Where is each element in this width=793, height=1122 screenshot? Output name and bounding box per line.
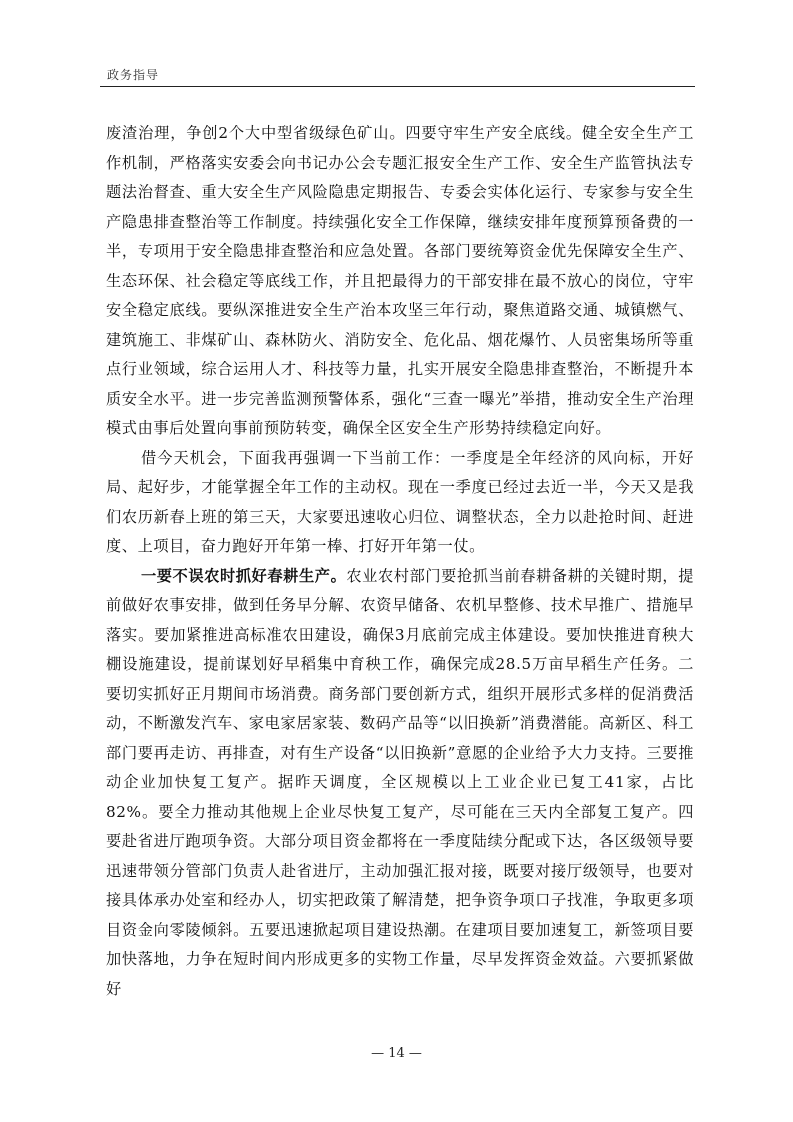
paragraph-current-work: [106, 444, 694, 562]
paragraph-lead: 一要不误农时抓好春耕生产。: [140, 566, 347, 585]
paragraph-tasks: [106, 562, 694, 1005]
paragraph-safety: [106, 119, 694, 444]
document-body: [106, 119, 694, 1004]
paragraph-text: 废渣治理，争创2个大中型省级绿色矿山。四要守牢生产安全底线。健全安全生产工作机制，严格落实安委会向书记办公会专题汇报安全生产工作、安全生产监管执法专题法治督查、重大安全生产风险隐患定期报告、专委会实体化运行、专家参与安全生产隐患排查整治等工作制度。持续强化安全工作保障，继续安排年度预算预备费的一半，专项用于安全隐患排查整治和应急处置。各部门要统筹资金优先保障安全生产、生态环保、社会稳定等底线工作，并且把最得力的干部安排在最不放心的岗位，守牢安全稳定底线。要纵深推进安全生产治本攻坚三年行动，聚焦道路交通、城镇燃气、建筑施工、非煤矿山、森林防火、消防安全、危化品、烟花爆竹、人员密集场所等重点行业领域，综合运用人才、科技等力量，扎实开展安全隐患排查整治，不断提升本质安全水平。进一步完善监测预警体系，强化“三查一曝光”举措，推动安全生产治理模式由事后处置向事前预防转变，确保全区安全生产形势持续稳定向好。: [106, 124, 694, 437]
running-header: 政务指导: [107, 68, 160, 82]
paragraph-text: 借今天机会，下面我再强调一下当前工作：一季度是全年经济的风向标，开好局、起好步，才能掌握全年工作的主动权。现在一季度已经过去近一半，今天又是我们农历新春上班的第三天，大家要迅速收心归位、调整状态，全力以赴抢时间、赶进度、上项目，奋力跑好开年第一棒、打好开年第一仗。: [106, 448, 694, 555]
header-divider: [100, 86, 695, 87]
paragraph-text: 农业农村部门要抢抓当前春耕备耕的关键时期，提前做好农事安排，做到任务早分解、农资早储备、农机早整修、技术早推广、措施早落实。要加紧推进高标准农田建设，确保3月底前完成主体建设。要加快推进育秧大棚设施建设，提前谋划好早稻集中育秧工作，确保完成28.5万亩早稻生产任务。二要切实抓好正月期间市场消费。商务部门要创新方式，组织开展形式多样的促消费活动，不断激发汽车、家电家居家装、数码产品等“以旧换新”消费潜能。高新区、科工部门要再走访、再排查，对有生产设备“以旧换新”意愿的企业给予大力支持。三要推动企业加快复工复产。据昨天调度，全区规模以上工业企业已复工41家，占比82%。要全力推动其他规上企业尽快复工复产，尽可能在三天内全部复工复产。四要赴省进厅跑项争资。大部分项目资金都将在一季度陆续分配或下达，各区级领导要迅速带领分管部门负责人赴省进厅，主动加强汇报对接，既要对接厅级领导，也要对接具体承办处室和经办人，切实把政策了解清楚，把争资争项口子找准，争取更多项目资金向零陵倾斜。五要迅速掀起项目建设热潮。在建项目要加速复工，新签项目要加快落地，力争在短时间内形成更多的实物工作量，尽早发挥资金效益。六要抓紧做好: [106, 566, 694, 998]
page-number: — 14 —: [371, 1046, 422, 1061]
